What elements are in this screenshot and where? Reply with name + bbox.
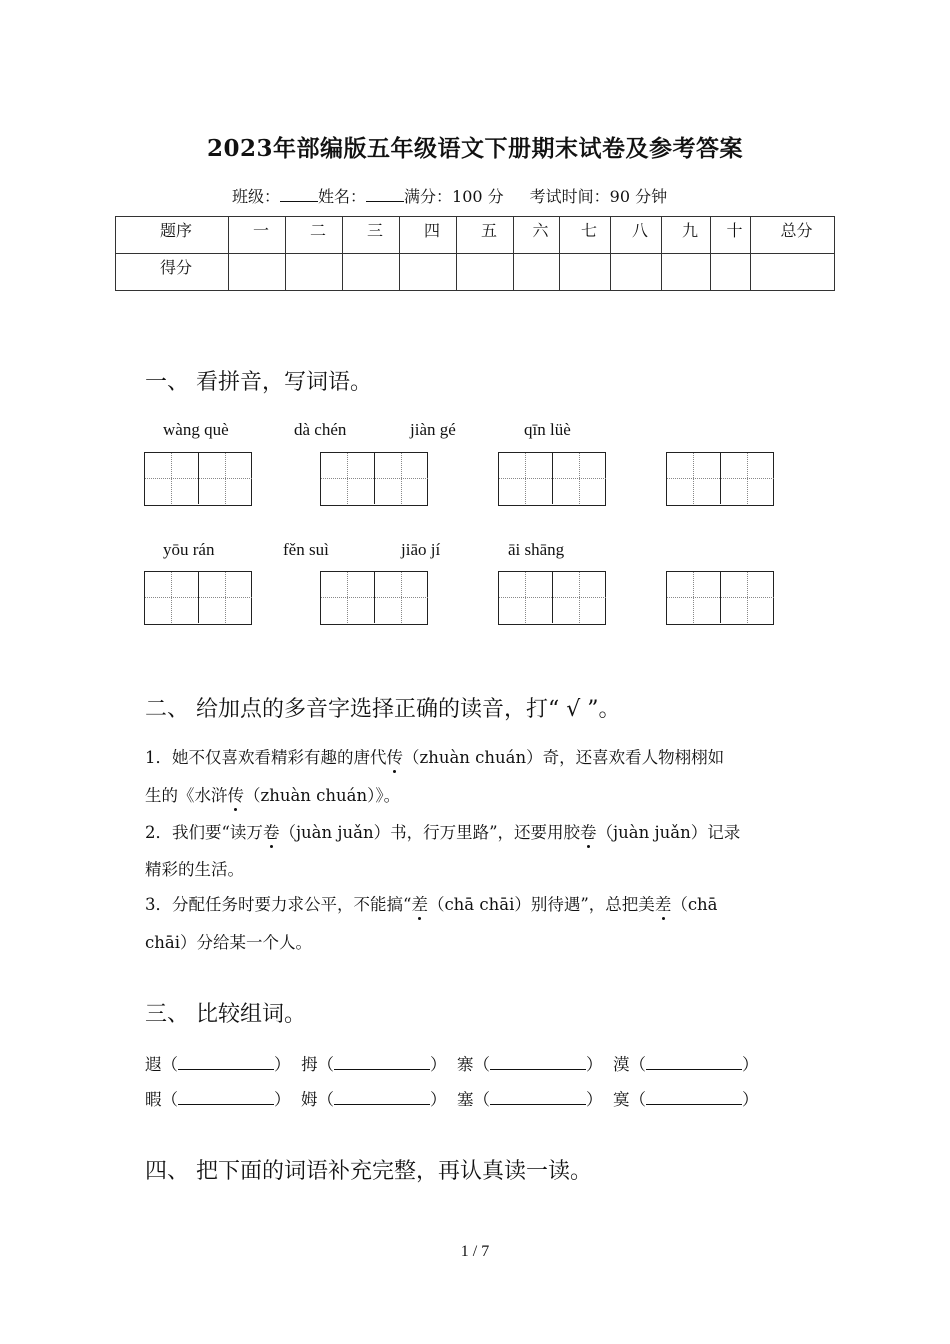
question-1-line-2: 生的《水浒传（zhuàn chuán）》。 [145, 782, 400, 806]
header-cell: 总分 [751, 217, 835, 254]
score-cell [514, 254, 560, 291]
score-cell [286, 254, 343, 291]
pinyin-label: fěn suì [283, 540, 329, 559]
header-cell: 题序 [116, 217, 229, 254]
compare-row-1: 遐（ ） 拇（ ） 寨（ ） 漠（ ） [145, 1055, 759, 1074]
header-cell: 四 [400, 217, 457, 254]
header-cell: 八 [611, 217, 662, 254]
answer-blank[interactable] [334, 1090, 430, 1105]
score-cell [711, 254, 751, 291]
dotted-char: 传 [387, 744, 404, 768]
score-cell [343, 254, 400, 291]
answer-blank[interactable] [178, 1055, 274, 1070]
score-cell [229, 254, 286, 291]
score-cell [662, 254, 711, 291]
header-cell: 九 [662, 217, 711, 254]
page-number: 1 / 7 [460, 1243, 490, 1260]
answer-blank[interactable] [646, 1090, 742, 1105]
writing-grid[interactable] [498, 571, 606, 625]
compare-char: 暇 [145, 1090, 162, 1109]
pinyin-label: āi shāng [508, 540, 565, 559]
question-3-line-2: chāi）分给某一个人。 [145, 933, 312, 952]
score-table-header-row [116, 217, 835, 254]
score-cell [457, 254, 514, 291]
section-2-heading: 二、 给加点的多音字选择正确的读音，打“ √ ”。 [145, 697, 621, 722]
name-blank [366, 187, 404, 202]
header-cell: 一 [229, 217, 286, 254]
pinyin-label: jiàn gé [410, 420, 456, 439]
header-cell: 二 [286, 217, 343, 254]
dotted-char: 差 [411, 891, 428, 915]
dotted-char: 差 [655, 891, 672, 915]
exam-time: 考试时间：90 分钟 [529, 187, 668, 206]
score-cell [400, 254, 457, 291]
document-title: 2023年部编版五年级语文下册期末试卷及参考答案 [206, 135, 743, 162]
writing-grid[interactable] [666, 452, 774, 506]
score-table [115, 216, 835, 291]
dotted-char: 卷 [580, 819, 597, 843]
class-blank [280, 187, 318, 202]
answer-blank[interactable] [646, 1055, 742, 1070]
section-4-heading: 四、 把下面的词语补充完整，再认真读一读。 [145, 1159, 592, 1184]
question-2-line-1: 2．我们要“读万卷（juàn juǎn）书，行万里路”，还要用胶卷（juàn juǎn）记录 [145, 819, 740, 843]
score-cell [611, 254, 662, 291]
header-cell: 六 [514, 217, 560, 254]
writing-grid[interactable] [144, 452, 252, 506]
score-row-label: 得分 [116, 254, 229, 291]
score-cell [751, 254, 835, 291]
question-2-line-2: 精彩的生活。 [145, 860, 244, 879]
writing-grid[interactable] [666, 571, 774, 625]
full-score: 满分：100 分 [404, 187, 504, 206]
name-label: 姓名： [318, 187, 367, 206]
pinyin-label: qīn lüè [524, 420, 571, 439]
question-1-line-1: 1．她不仅喜欢看精彩有趣的唐代传（zhuàn chuán）奇，还喜欢看人物栩栩如 [145, 744, 724, 768]
question-3-line-1: 3．分配任务时要力求公平，不能搞“差（chā chāi）别待遇”，总把美差（chā [145, 891, 718, 915]
compare-char: 姆 [301, 1090, 318, 1109]
header-cell: 五 [457, 217, 514, 254]
pinyin-label: jiāo jí [401, 540, 441, 559]
pinyin-label: yōu rán [163, 540, 215, 559]
answer-blank[interactable] [490, 1055, 586, 1070]
exam-info-line [232, 184, 667, 207]
writing-grid[interactable] [320, 452, 428, 506]
header-cell: 七 [560, 217, 611, 254]
dotted-char: 卷 [263, 819, 280, 843]
header-cell: 十 [711, 217, 751, 254]
dotted-char: 传 [228, 782, 245, 806]
compare-char: 寨 [457, 1055, 474, 1074]
writing-grid[interactable] [320, 571, 428, 625]
pinyin-label: dà chén [294, 420, 347, 439]
score-table-score-row [116, 254, 835, 291]
answer-blank[interactable] [178, 1090, 274, 1105]
compare-char: 寞 [613, 1090, 630, 1109]
score-cell [560, 254, 611, 291]
answer-blank[interactable] [490, 1090, 586, 1105]
compare-char: 拇 [301, 1055, 318, 1074]
pinyin-label: wàng què [163, 420, 229, 439]
compare-char: 塞 [457, 1090, 474, 1109]
compare-char: 漠 [613, 1055, 630, 1074]
class-label: 班级： [232, 187, 281, 206]
header-cell: 三 [343, 217, 400, 254]
compare-char: 遐 [145, 1055, 162, 1074]
writing-grid[interactable] [498, 452, 606, 506]
answer-blank[interactable] [334, 1055, 430, 1070]
compare-row-2: 暇（ ） 姆（ ） 塞（ ） 寞（ ） [145, 1090, 759, 1109]
writing-grid[interactable] [144, 571, 252, 625]
section-1-heading: 一、 看拼音，写词语。 [145, 370, 372, 395]
section-3-heading: 三、 比较组词。 [145, 1002, 306, 1027]
